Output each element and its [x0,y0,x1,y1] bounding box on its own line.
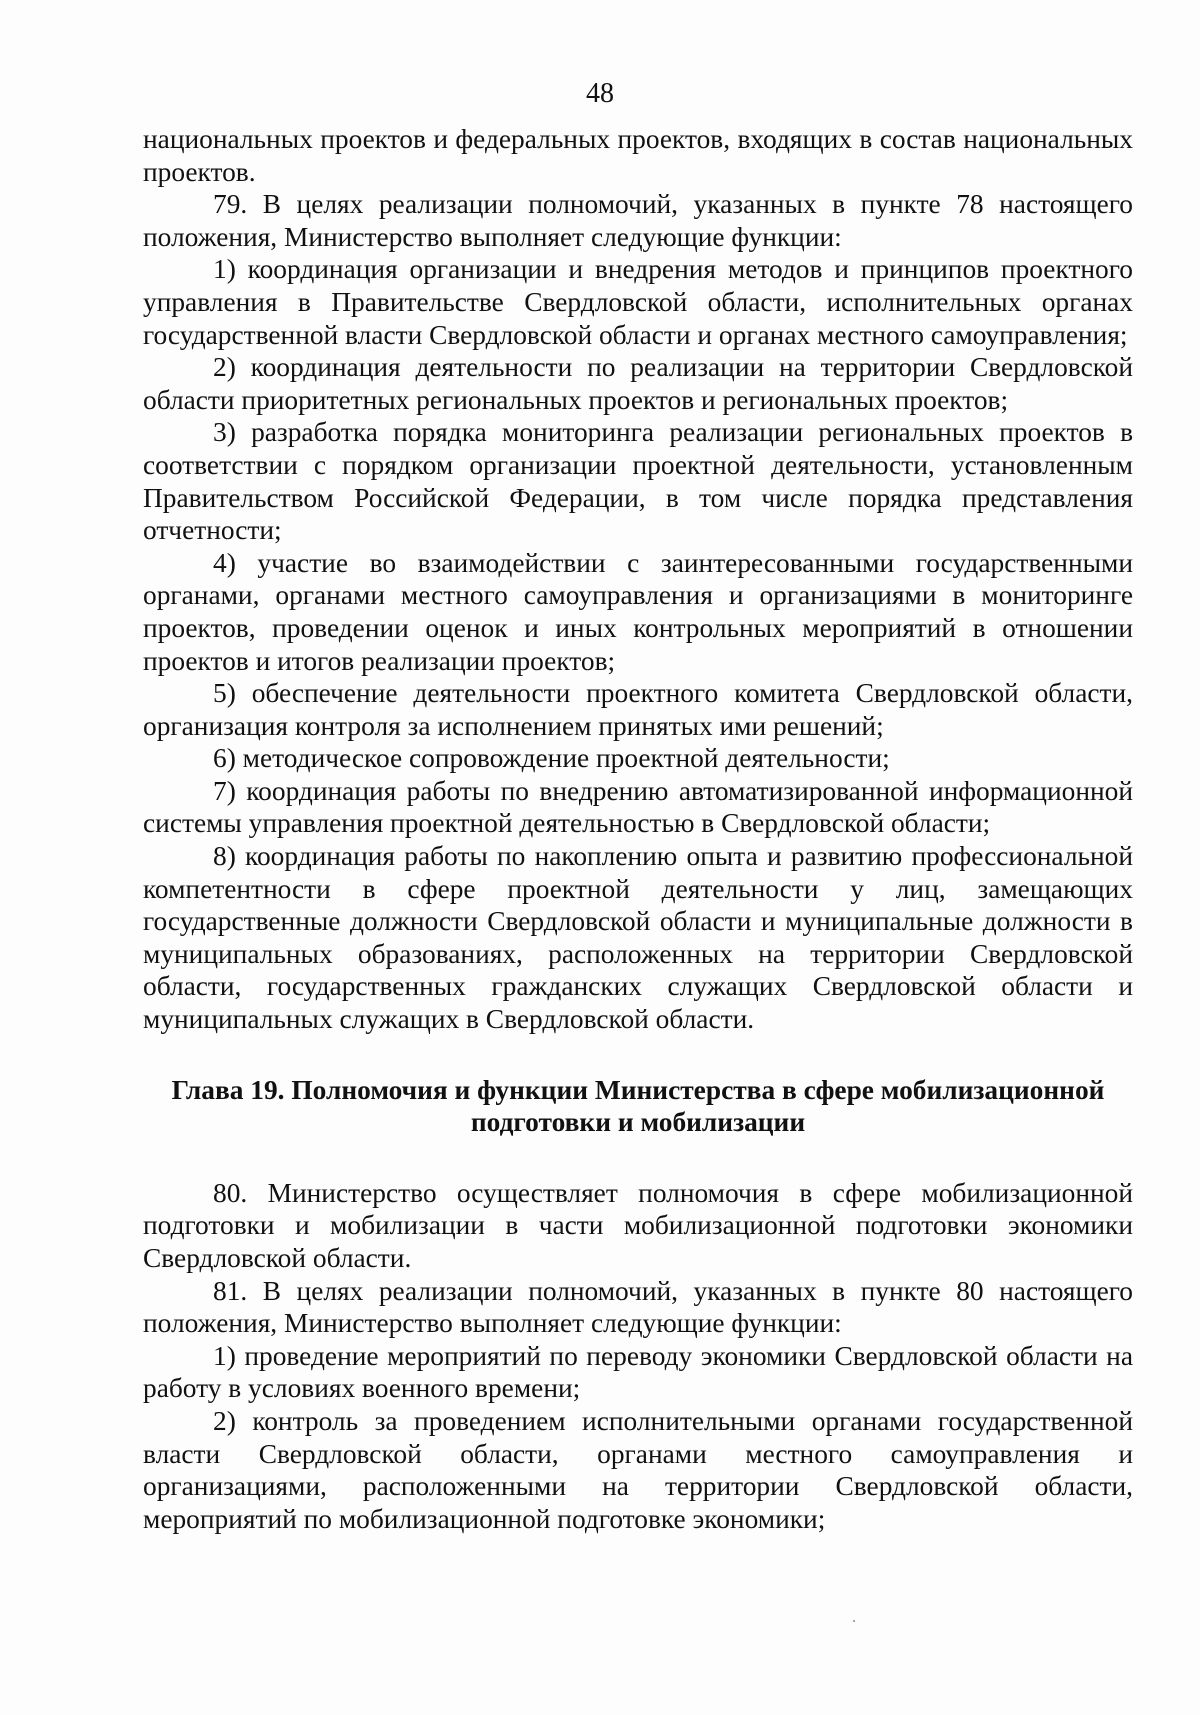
list-item-81-2: 2) контроль за проведением исполнительными органами государственной власти Свердловской области, органами местного самоуправления и организациями, расположенными на территории Свердловской области, мероприятий по мобилизационной подготовке экономики; [143,1405,1133,1534]
chapter-heading: Глава 19. Полномочия и функции Министерства в сфере мобилизационной подготовки и мобилизации [171,1074,1105,1138]
paragraph-continuation: национальных проектов и федеральных проектов, входящих в состав национальных проектов. [143,124,1133,187]
paragraph-81: 81. В целях реализации полномочий, указанных в пункте 80 настоящего положения, Министерство выполняет следующие функции: [143,1275,1133,1339]
scan-speck [853,1620,855,1622]
list-item-79-4: 4) участие во взаимодействии с заинтересованными государственными органами, органами местного самоуправления и организациями в мониторинге проектов, проведении оценок и иных контрольных мероприятий в отношении проектов и итогов реализации проектов; [143,547,1133,676]
list-item-79-7: 7) координация работы по внедрению автоматизированной информационной системы управления проектной деятельностью в Свердловской области; [143,775,1133,839]
list-item-79-1: 1) координация организации и внедрения методов и принципов проектного управления в Правительстве Свердловской области, исполнительных органах государственной власти Свердловской области и органах местного самоуправления; [143,254,1133,350]
page-number: 48 [586,78,614,109]
list-item-79-5: 5) обеспечение деятельности проектного комитета Свердловской области, организация контроля за исполнением принятых ими решений; [143,678,1133,741]
list-item-79-2: 2) координация деятельности по реализации на территории Свердловской области приоритетных региональных проектов и региональных проектов; [143,352,1133,415]
list-item-79-6: 6) методическое сопровождение проектной деятельности; [213,743,890,774]
section-before [143,123,1133,1036]
list-item-79-3: 3) разработка порядка мониторинга реализации региональных проектов в соответствии с порядком организации проектной деятельности, установленным Правительством Российской Федерации, в том числе порядка представления отчетности; [143,417,1133,546]
list-item-79-8: 8) координация работы по накоплению опыта и развитию профессиональной компетентности в сфере проектной деятельности у лиц, замещающих государственные должности Свердловской области и муниципальные должности в муниципальных образованиях, расположенных на территории Свердловской области, государственных гражданских служащих Свердловской области и муниципальных служащих в Свердловской области. [143,841,1133,1035]
paragraph-79: 79. В целях реализации полномочий, указанных в пункте 78 настоящего положения, Министерство выполняет следующие функции: [143,189,1133,252]
document-body [143,123,1133,1535]
section-after [143,1177,1133,1536]
list-item-81-1: 1) проведение мероприятий по переводу экономики Свердловской области на работу в условиях военного времени; [143,1340,1133,1404]
paragraph-80: 80. Министерство осуществляет полномочия в сфере мобилизационной подготовки и мобилизации в части мобилизационной подготовки экономики Свердловской области. [143,1177,1133,1273]
